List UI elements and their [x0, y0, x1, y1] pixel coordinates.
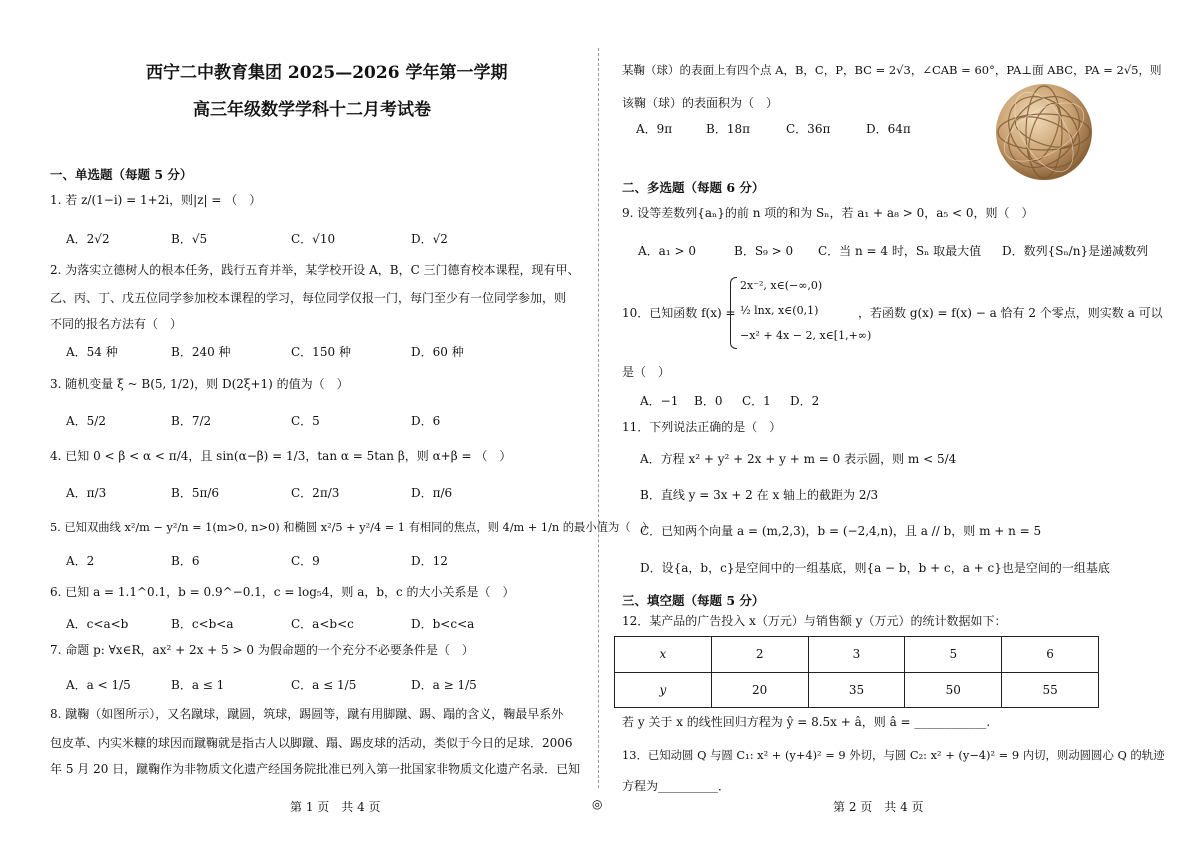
q8-option-c: C．36π: [786, 122, 831, 136]
q2-line2: 乙、丙、丁、戊五位同学参加校本课程的学习，每位同学仅报一门，每门至少有一位同学参加，则: [50, 291, 567, 305]
q9-option-b: B．S₉ > 0: [734, 244, 794, 258]
table-cell: 2: [711, 637, 808, 673]
q6-option-a: A．c<a<b: [66, 617, 129, 631]
q8-line3: 年 5 月 20 日，蹴鞠作为非物质文化遗产经国务院批准已列入第一批国家非物质文化遗产名录．已知: [50, 762, 581, 776]
q7-option-b: B．a ≤ 1: [171, 678, 225, 692]
q10-case2: ½ lnx, x∈(0,1): [740, 304, 819, 317]
q1-option-c: C．√10: [291, 232, 336, 246]
q3-option-c: C．5: [291, 414, 320, 428]
q5-option-d: D．12: [411, 554, 448, 568]
q10-option-a: A．−1: [640, 394, 679, 408]
section3-heading: 三、填空题（每题 5 分）: [622, 593, 765, 608]
q9-option-c: C．当 n = 4 时，Sₙ 取最大值: [818, 244, 982, 258]
q6-stem: 6. 已知 a = 1.1^0.1，b = 0.9^−0.1，c = log₅4，则 a，b，c 的大小关系是（ ）: [50, 585, 515, 599]
q5-option-c: C．9: [291, 554, 320, 568]
table-cell: 6: [1002, 637, 1099, 673]
table-cell: 3: [808, 637, 905, 673]
section2-heading: 二、多选题（每题 6 分）: [622, 180, 765, 195]
q10-case1: 2x⁻², x∈(−∞,0): [740, 279, 823, 292]
cuju-ball-image: [994, 82, 1094, 182]
q8-option-a: A．9π: [636, 122, 673, 136]
q10-brace: [730, 277, 737, 349]
q2-line3: 不同的报名方法有（ ）: [50, 317, 183, 331]
q4-option-a: A．π/3: [66, 486, 107, 500]
page-number-right: 第 2 页 共 4 页: [833, 800, 924, 814]
table-cell: 50: [905, 672, 1002, 708]
q7-option-d: D．a ≥ 1/5: [411, 678, 477, 692]
q8-line2: 包皮革、内实米糠的球因而蹴鞠就是指古人以脚蹴、蹋、踢皮球的活动，类似于今日的足球．2006: [50, 736, 573, 750]
q4-option-b: B．5π/6: [171, 486, 220, 500]
q6-option-c: C．a<b<c: [291, 617, 354, 631]
page-number-left: 第 1 页 共 4 页: [290, 800, 381, 814]
q10-suffix: ，若函数 g(x) = f(x) − a 恰有 2 个零点，则实数 a 可以: [858, 306, 1163, 320]
q11-option-d: D．设{a，b，c}是空间中的一组基底，则{a − b，b + c，a + c}也是空间的一组基底: [640, 561, 1110, 575]
q6-option-b: B．c<b<a: [171, 617, 234, 631]
q3-option-b: B．7/2: [171, 414, 212, 428]
q1-option-b: B．√5: [171, 232, 208, 246]
q3-option-d: D．6: [411, 414, 441, 428]
q9-option-d: D．数列{Sₙ/n}是递减数列: [1002, 244, 1149, 258]
q11-option-a: A．方程 x² + y² + 2x + y + m = 0 表示圆，则 m < 5/4: [640, 452, 957, 466]
q4-stem: 4. 已知 0 < β < α < π/4，且 sin(α−β) = 1/3，tan α = 5tan β，则 α+β = （ ）: [50, 449, 512, 463]
q3-stem: 3. 随机变量 ξ ~ B(5, 1/2)，则 D(2ξ+1) 的值为（ ）: [50, 377, 349, 391]
column-divider: [598, 48, 599, 788]
exam-title-line2: 高三年级数学学科十二月考试卷: [193, 100, 431, 120]
q1-option-d: D．√2: [411, 232, 448, 246]
table-cell: 35: [808, 672, 905, 708]
q10-option-b: B．0: [694, 394, 723, 408]
page-center-mark: ◎: [592, 797, 603, 811]
q2-option-c: C．150 种: [291, 345, 351, 359]
q11-option-b: B．直线 y = 3x + 2 在 x 轴上的截距为 2/3: [640, 488, 879, 502]
q5-stem: 5. 已知双曲线 x²/m − y²/n = 1(m>0, n>0) 和椭圆 x²/5 + y²/4 = 1 有相同的焦点，则 4/m + 1/n 的最小值为（ ）: [50, 521, 654, 534]
q7-stem: 7. 命题 p: ∀x∈R，ax² + 2x + 5 > 0 为假命题的一个充分不必要条件是（ ）: [50, 643, 474, 657]
q4-option-c: C．2π/3: [291, 486, 340, 500]
q7-option-c: C．a ≤ 1/5: [291, 678, 357, 692]
q13-line2: 方程为__________．: [622, 779, 731, 793]
q6-option-d: D．b<c<a: [411, 617, 475, 631]
q7-option-a: A．a < 1/5: [66, 678, 131, 692]
q9-option-a: A．a₁ > 0: [638, 244, 696, 258]
table-cell: 20: [711, 672, 808, 708]
q9-stem: 9. 设等差数列{aₙ}的前 n 项的和为 Sₙ，若 a₁ + a₈ > 0，a₅ < 0，则（ ）: [622, 206, 1034, 220]
q11-stem: 11．下列说法正确的是（ ）: [622, 420, 782, 434]
q8-line5: 该鞠（球）的表面积为（ ）: [622, 96, 779, 110]
q8-line1: 8. 蹴鞠（如图所示），又名蹴球，蹴圆，筑球，踢圆等，蹴有用脚蹴、踢、蹋的含义，鞠最早系外: [50, 707, 564, 721]
q2-line1: 2. 为落实立德树人的根本任务，践行五育并举，某学校开设 A，B，C 三门德育校本课程，现有甲、: [50, 263, 580, 277]
q5-option-a: A．2: [66, 554, 95, 568]
q1-option-a: A．2√2: [66, 232, 110, 246]
q10-line2: 是（ ）: [622, 365, 671, 379]
table-row: [615, 637, 1099, 673]
q10-option-c: C．1: [742, 394, 771, 408]
q8-line4: 某鞠（球）的表面上有四个点 A，B，C，P，BC = 2√3，∠CAB = 60°，PA⊥面 ABC，PA = 2√5，则: [622, 63, 1162, 77]
q8-option-b: B．18π: [706, 122, 750, 136]
exam-title-line1: 西宁二中教育集团 2025—2026 学年第一学期: [146, 63, 508, 83]
q2-option-b: B．240 种: [171, 345, 231, 359]
q11-option-c: C．已知两个向量 a = (m,2,3)，b = (−2,4,n)，且 a // b，则 m + n = 5: [640, 524, 1042, 538]
table-cell-y-label: y: [615, 672, 712, 708]
table-cell: 5: [905, 637, 1002, 673]
q2-option-a: A．54 种: [66, 345, 118, 359]
q12-data-table: [614, 636, 1099, 708]
q2-option-d: D．60 种: [411, 345, 464, 359]
q8-option-d: D．64π: [866, 122, 911, 136]
section1-heading: 一、单选题（每题 5 分）: [50, 167, 193, 182]
q1-stem: 1. 若 z/(1−i) = 1+2i，则|z| = （ ）: [50, 193, 262, 207]
table-cell-x-label: x: [615, 637, 712, 673]
table-cell: 55: [1002, 672, 1099, 708]
q3-option-a: A．5/2: [66, 414, 106, 428]
q4-option-d: D．π/6: [411, 486, 453, 500]
q10-case3: −x² + 4x − 2, x∈[1,+∞): [740, 329, 872, 342]
q5-option-b: B．6: [171, 554, 200, 568]
q13-line1: 13．已知动圆 Q 与圆 C₁: x² + (y+4)² = 9 外切，与圆 C₂: x² + (y−4)² = 9 内切，则动圆圆心 Q 的轨迹: [622, 748, 1165, 762]
q12-regression-line: 若 y 关于 x 的线性回归方程为 ŷ = 8.5x + â，则 â = ____________.: [622, 715, 991, 729]
q12-stem: 12．某产品的广告投入 x（万元）与销售额 y（万元）的统计数据如下：: [622, 614, 1007, 628]
table-row: [615, 672, 1099, 708]
q10-prefix: 10．已知函数 f(x) =: [622, 306, 736, 320]
q10-option-d: D．2: [790, 394, 820, 408]
